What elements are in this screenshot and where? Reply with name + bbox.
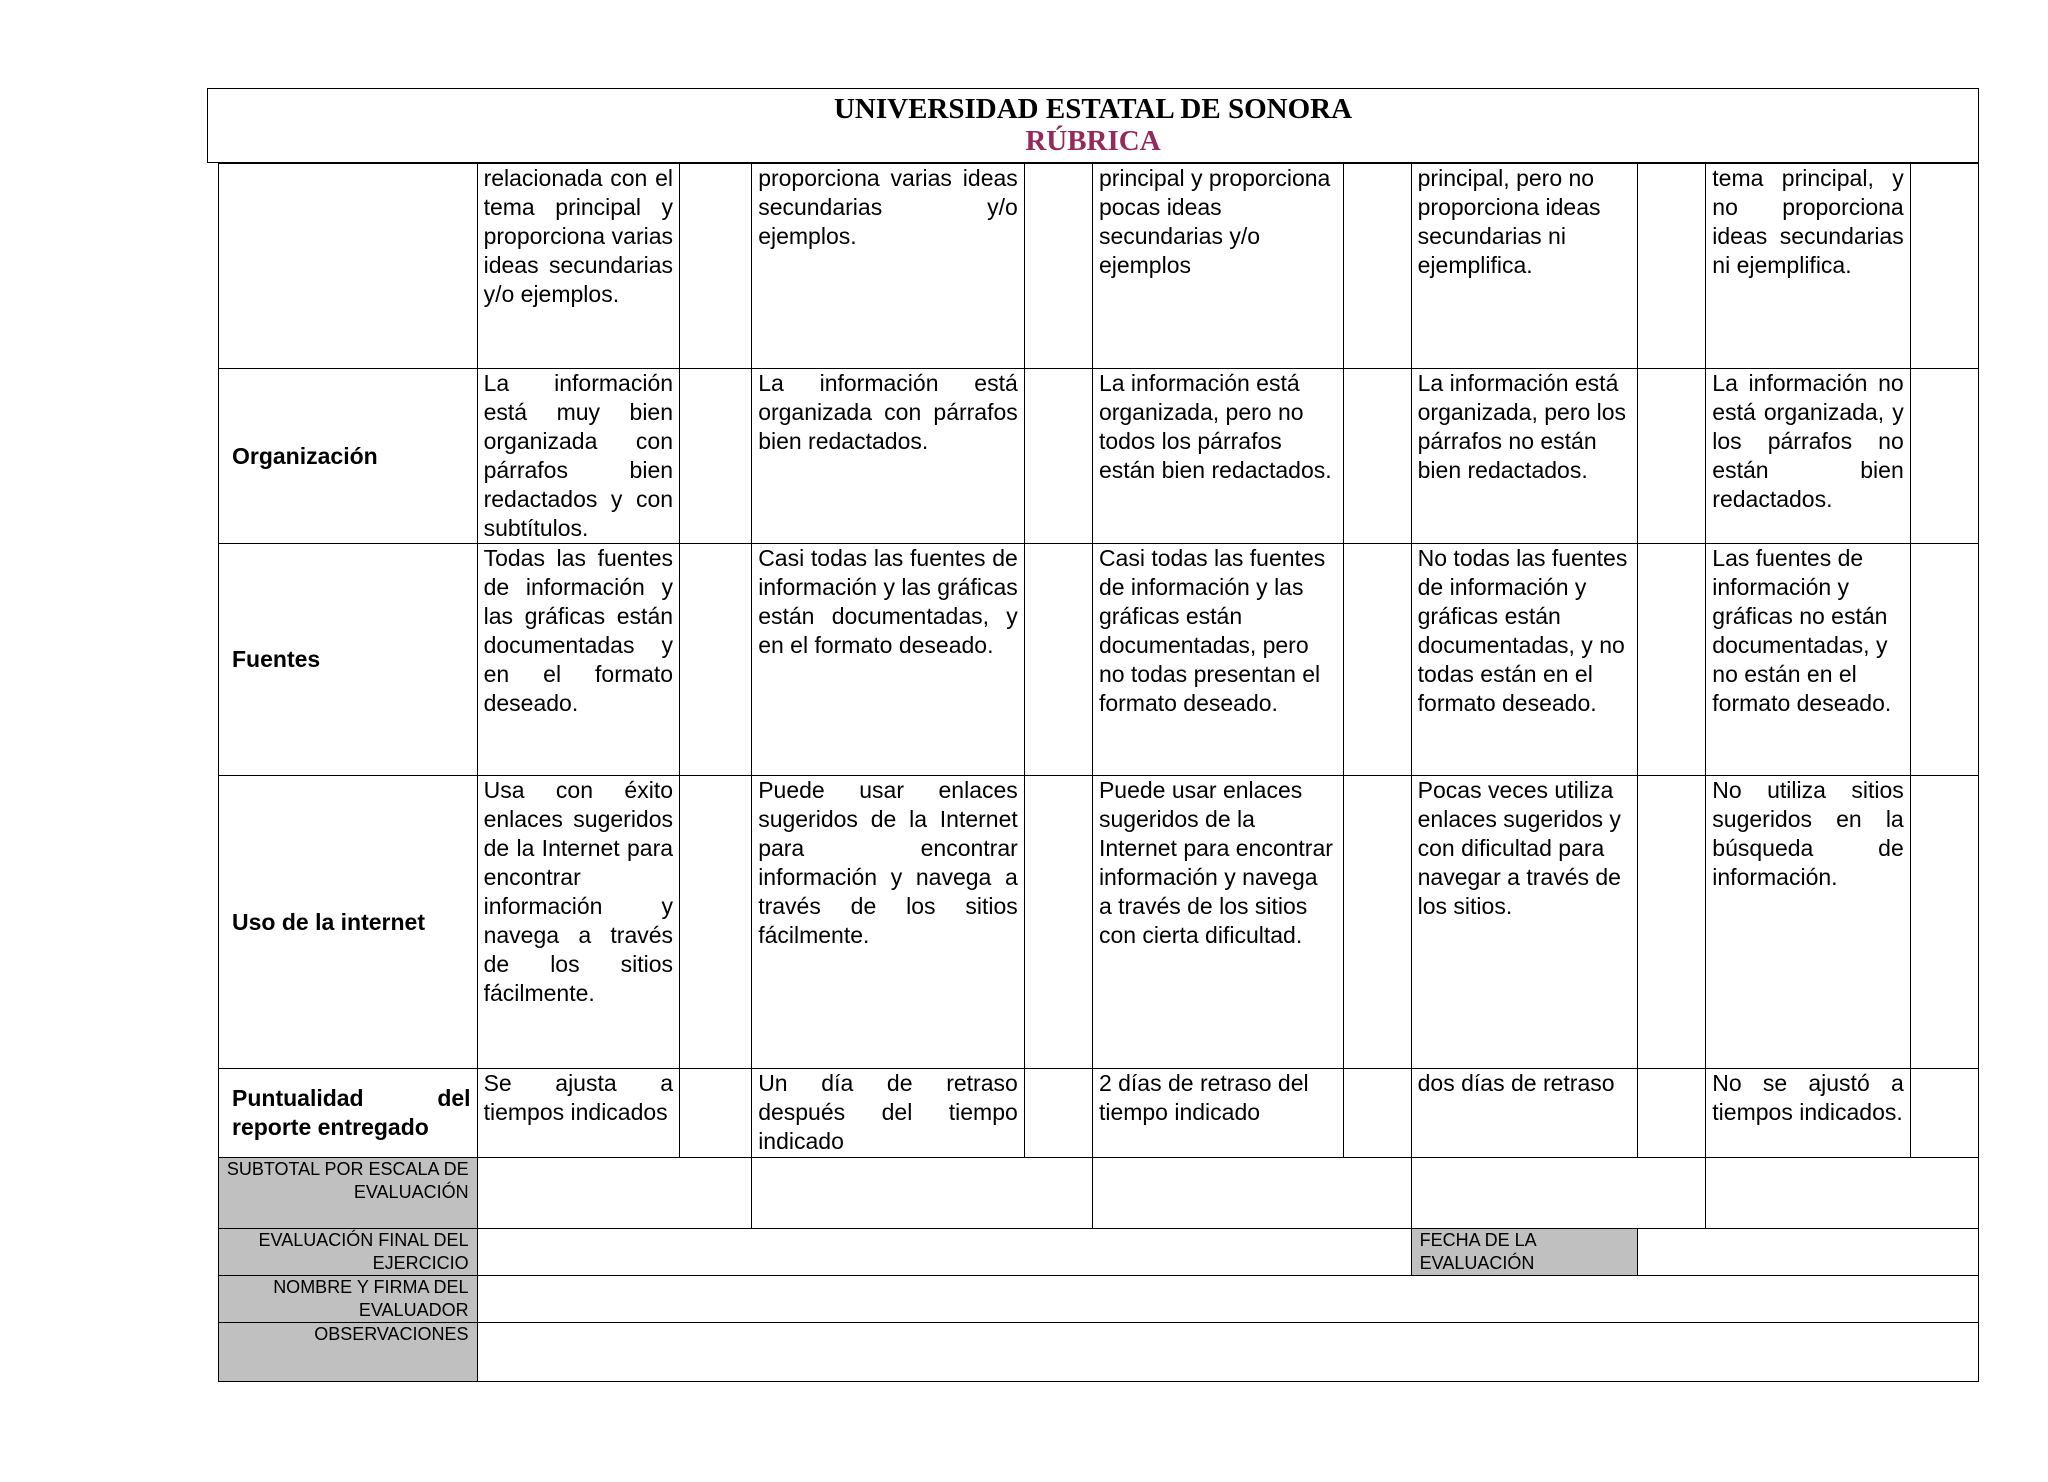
level-4-desc: No todas las fuentes de información y gráficas están documentadas, y no todas están en el formato deseado.: [1411, 544, 1638, 776]
level-5-desc: tema principal, y no proporciona ideas secundarias ni ejemplifica.: [1706, 164, 1910, 369]
score-cell: [1024, 164, 1092, 369]
score-cell: [1343, 1069, 1411, 1158]
observations-label: OBSERVACIONES: [219, 1323, 478, 1382]
score-cell: [1024, 544, 1092, 776]
evaluator-row: [219, 1276, 1979, 1323]
level-1-desc: Usa con éxito enlaces sugeridos de la Internet para encontrar información y navega a través de los sitios fácilmente.: [477, 776, 679, 1069]
criterion-cell: Uso de la internet: [219, 776, 478, 1069]
rubric-row-fuentes: [219, 544, 1979, 776]
document-header: [207, 88, 1979, 163]
final-evaluation-row: [219, 1229, 1979, 1276]
score-cell: [1638, 1069, 1706, 1158]
score-cell: [1910, 369, 1978, 544]
score-cell: [1343, 369, 1411, 544]
rubric-subtitle: RÚBRICA: [1025, 125, 1161, 157]
level-5-desc: No se ajustó a tiempos indicados.: [1706, 1069, 1910, 1158]
level-5-desc: Las fuentes de información y gráficas no están documentadas, y no están en el formato deseado.: [1706, 544, 1910, 776]
evaluator-label: NOMBRE Y FIRMA DEL EVALUADOR: [219, 1276, 478, 1323]
final-evaluation-value: [477, 1229, 1411, 1276]
rubric-table: [218, 163, 1979, 1382]
rubric-row-internet: [219, 776, 1979, 1069]
evaluation-date-label: FECHA DE LA EVALUACIÓN: [1411, 1229, 1638, 1276]
score-cell: [1910, 164, 1978, 369]
score-cell: [1024, 1069, 1092, 1158]
level-2-desc: Un día de retraso después del tiempo indicado: [752, 1069, 1025, 1158]
criterion-cell: [219, 164, 478, 369]
level-4-desc: Pocas veces utiliza enlaces sugeridos y con dificultad para navegar a través de los sitios.: [1411, 776, 1638, 1069]
score-cell: [1638, 369, 1706, 544]
level-1-desc: Se ajusta a tiempos indicados: [477, 1069, 679, 1158]
score-cell: [1638, 164, 1706, 369]
subtotal-level-3: [1092, 1158, 1411, 1229]
level-3-desc: Casi todas las fuentes de información y las gráficas están documentadas, pero no todas presentan el formato deseado.: [1092, 544, 1343, 776]
observations-row: [219, 1323, 1979, 1382]
score-cell: [680, 164, 752, 369]
criterion-cell: Organización: [219, 369, 478, 544]
rubric-row-puntualidad: [219, 1069, 1979, 1158]
final-evaluation-label: EVALUACIÓN FINAL DEL EJERCICIO: [219, 1229, 478, 1276]
score-cell: [680, 369, 752, 544]
score-cell: [1638, 776, 1706, 1069]
level-4-desc: dos días de retraso: [1411, 1069, 1638, 1158]
level-3-desc: 2 días de retraso del tiempo indicado: [1092, 1069, 1343, 1158]
rubric-row-continued: [219, 164, 1979, 369]
level-2-desc: La información está organizada con párrafos bien redactados.: [752, 369, 1025, 544]
score-cell: [1638, 544, 1706, 776]
level-1-desc: La información está muy bien organizada con párrafos bien redactados y con subtítulos.: [477, 369, 679, 544]
level-2-desc: proporciona varias ideas secundarias y/o ejemplos.: [752, 164, 1025, 369]
rubric-row-organizacion: [219, 369, 1979, 544]
level-1-desc: Todas las fuentes de información y las gráficas están documentadas y en el formato deseado.: [477, 544, 679, 776]
evaluator-value: [477, 1276, 1978, 1323]
score-cell: [1910, 544, 1978, 776]
level-4-desc: principal, pero no proporciona ideas secundarias ni ejemplifica.: [1411, 164, 1638, 369]
criterion-cell: Puntualidad del reporte entregado: [219, 1069, 478, 1158]
subtotal-row: [219, 1158, 1979, 1229]
score-cell: [680, 776, 752, 1069]
score-cell: [680, 544, 752, 776]
subtotal-level-5: [1706, 1158, 1979, 1229]
subtotal-level-2: [752, 1158, 1093, 1229]
level-3-desc: Puede usar enlaces sugeridos de la Internet para encontrar información y navega a través de los sitios con cierta dificultad.: [1092, 776, 1343, 1069]
score-cell: [1910, 776, 1978, 1069]
level-2-desc: Casi todas las fuentes de información y las gráficas están documentadas, y en el formato deseado.: [752, 544, 1025, 776]
level-5-desc: No utiliza sitios sugeridos en la búsqueda de información.: [1706, 776, 1910, 1069]
score-cell: [1343, 544, 1411, 776]
criterion-cell: Fuentes: [219, 544, 478, 776]
subtotal-label: SUBTOTAL POR ESCALA DE EVALUACIÓN: [219, 1158, 478, 1229]
level-3-desc: principal y proporciona pocas ideas secundarias y/o ejemplos: [1092, 164, 1343, 369]
score-cell: [1024, 369, 1092, 544]
score-cell: [1024, 776, 1092, 1069]
score-cell: [680, 1069, 752, 1158]
university-title: UNIVERSIDAD ESTATAL DE SONORA: [833, 93, 1353, 125]
observations-value: [477, 1323, 1978, 1382]
subtotal-level-1: [477, 1158, 752, 1229]
score-cell: [1910, 1069, 1978, 1158]
level-5-desc: La información no está organizada, y los párrafos no están bien redactados.: [1706, 369, 1910, 544]
score-cell: [1343, 776, 1411, 1069]
level-3-desc: La información está organizada, pero no todos los párrafos están bien redactados.: [1092, 369, 1343, 544]
level-1-desc: relacionada con el tema principal y proporciona varias ideas secundarias y/o ejemplos.: [477, 164, 679, 369]
level-2-desc: Puede usar enlaces sugeridos de la Internet para encontrar información y navega a través de los sitios fácilmente.: [752, 776, 1025, 1069]
subtotal-level-4: [1411, 1158, 1706, 1229]
level-4-desc: La información está organizada, pero los párrafos no están bien redactados.: [1411, 369, 1638, 544]
score-cell: [1343, 164, 1411, 369]
evaluation-date-value: [1638, 1229, 1979, 1276]
